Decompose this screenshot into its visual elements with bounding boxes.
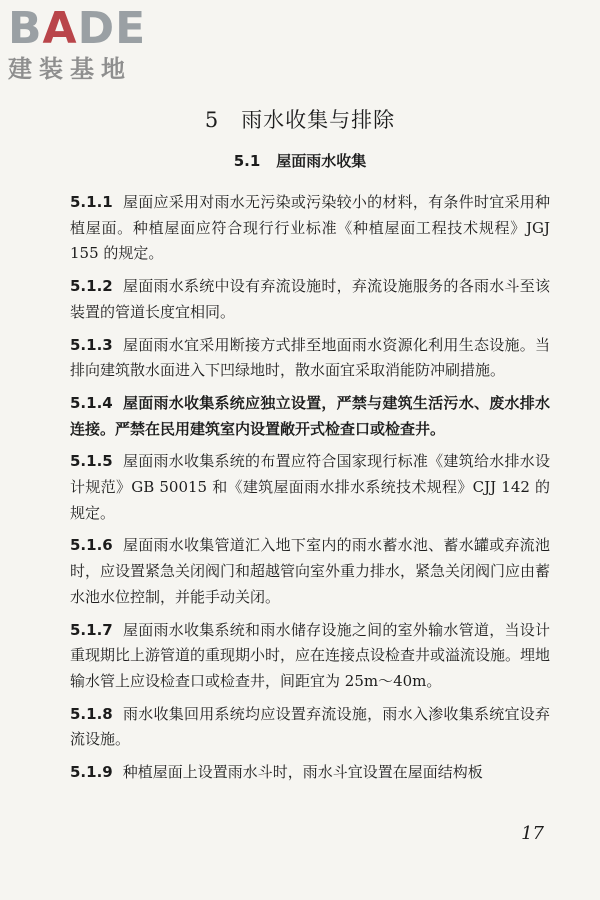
logo-cjk-text: 建装基地: [8, 55, 132, 83]
clause-number: 5.1.6: [70, 536, 113, 555]
clause-text: 屋面雨水系统中设有弃流设施时，弃流设施服务的各雨水斗至该装置的管道长度宜相同。: [70, 277, 550, 321]
clause-number: 5.1.2: [70, 277, 113, 296]
section-title-text: 屋面雨水收集: [276, 152, 367, 170]
clause-text: 种植屋面上设置雨水斗时，雨水斗宜设置在屋面结构板: [122, 763, 483, 782]
clause-number: 5.1.5: [70, 452, 113, 471]
clause-text: 屋面雨水收集系统的布置应符合国家现行标准《建筑给水排水设计规范》GB 50015 和《建筑屋面雨水排水系统技术规程》CJJ 142 的规定。: [70, 452, 550, 522]
clause: [70, 449, 550, 526]
clause-text: 屋面雨水宜采用断接方式排至地面雨水资源化利用生态设施。当排向建筑散水面进入下凹绿地时，散水面宜采取消能防冲刷措施。: [70, 335, 550, 380]
clause-list: [70, 190, 550, 793]
clause-text: 屋面应采用对雨水无污染或污染较小的材料，有条件时宜采用种植屋面。种植屋面应符合现行行业标准《种植屋面工程技术规程》JGJ 155 的规定。: [70, 193, 550, 263]
clause-number: 5.1.8: [70, 704, 113, 723]
clause-text: 屋面雨水收集管道汇入地下室内的雨水蓄水池、蓄水罐或弃流池时，应设置紧急关闭阀门和超越管向室外重力排水，紧急关闭阀门应由蓄水池水位控制，并能手动关闭。: [70, 536, 551, 606]
clause: [70, 533, 550, 610]
chapter-number: 5: [204, 108, 220, 132]
clause: [70, 618, 550, 695]
clause: [70, 702, 550, 753]
section-number: 5.1: [233, 152, 261, 170]
clause-text: 雨水收集回用系统均应设置弃流设施，雨水入渗收集系统宜设弃流设施。: [70, 704, 550, 749]
section-title: [0, 150, 600, 171]
page-number: 17: [521, 823, 544, 844]
clause-text: 屋面雨水收集系统和雨水储存设施之间的室外输水管道，当设计重现期比上游管道的重现期小时，应在连接点设检查井或溢流设施。埋地输水管上应设检查口或检查井，间距宜为 25m～40m。: [70, 620, 551, 690]
clause: [70, 760, 550, 786]
clause: [70, 190, 550, 267]
clause-number: 5.1.7: [70, 620, 113, 639]
clause-number: 5.1.1: [70, 193, 113, 211]
clause-number: 5.1.4: [70, 393, 113, 412]
bade-logo: [8, 3, 178, 84]
clause: [70, 274, 550, 325]
clause: [70, 391, 550, 442]
logo-wordmark: BADE: [8, 3, 147, 54]
clause-text: 屋面雨水收集系统应独立设置，严禁与建筑生活污水、废水排水连接。严禁在民用建筑室内设置敞开式检查口或检查井。: [70, 393, 550, 438]
chapter-title: [0, 104, 600, 134]
clause: [70, 333, 550, 384]
chapter-title-text: 雨水收集与排除: [241, 108, 396, 132]
clause-number: 5.1.9: [70, 763, 113, 782]
clause-number: 5.1.3: [70, 335, 113, 354]
